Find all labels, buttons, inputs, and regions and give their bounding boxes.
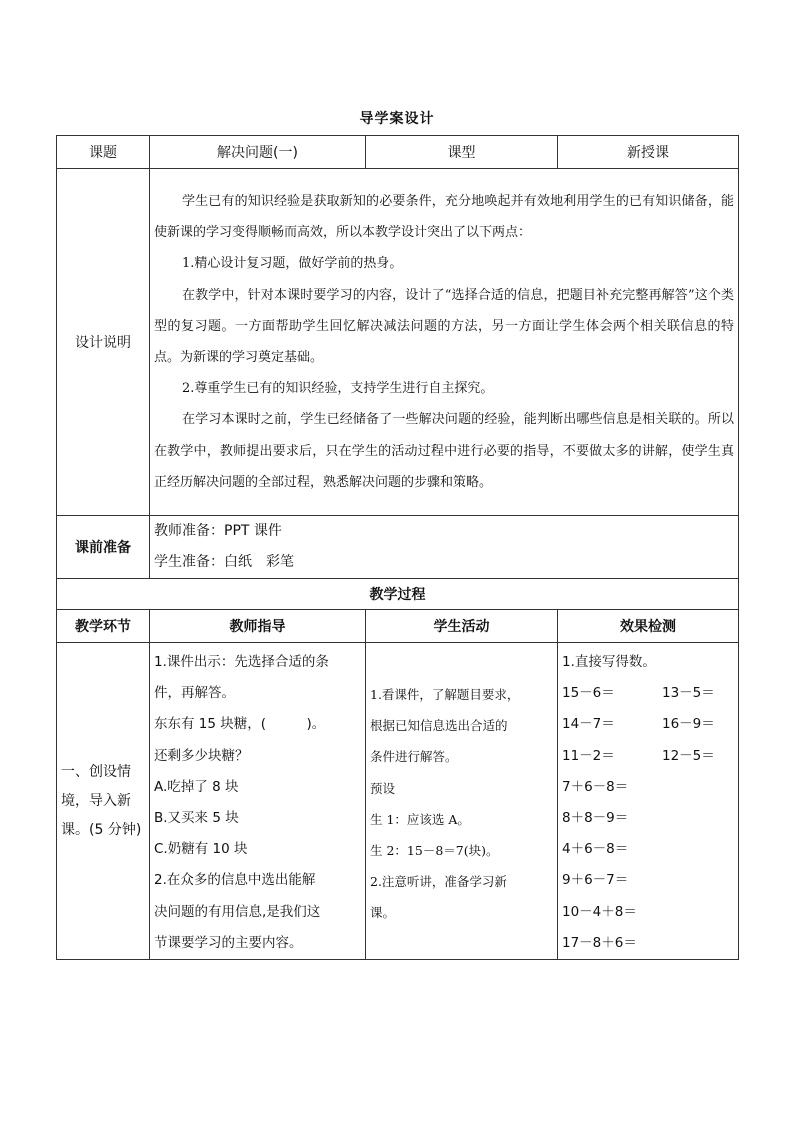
check-equation: 15－6＝ xyxy=(562,685,615,702)
check-equation: 17－8＋6＝ xyxy=(562,934,637,951)
check-equation: 4＋6－8＝ xyxy=(562,841,629,858)
teacher-line: A.吃掉了 8 块 xyxy=(154,778,239,795)
check-equation: 10－4＋8＝ xyxy=(562,903,637,920)
design-paragraph-5: 在学习本课时之前，学生已经储备了一些解决问题的经验，能判断出哪些信息是相关联的。所以在教学中，教师提出要求后，只在学生的活动过程中进行必要的指导，不要做太多的讲解，使学生真正经历解决问题的全部过程，熟悉解决问题的步骤和策略。 xyxy=(154,412,734,490)
process-title-row xyxy=(57,579,739,610)
check-pair-row xyxy=(562,678,734,709)
process-title: 教学过程 xyxy=(57,579,739,610)
col-student: 学生活动 xyxy=(366,610,558,643)
teacher-line: B.又买来 5 块 xyxy=(154,810,239,827)
design-content xyxy=(150,169,739,516)
col-stage: 教学环节 xyxy=(57,610,150,643)
teacher-line: 2.在众多的信息中选出能解 xyxy=(154,872,316,889)
stage1-row xyxy=(57,643,739,960)
design-paragraph-4: 2.尊重学生已有的知识经验，支持学生进行自主探究。 xyxy=(182,381,494,397)
prep-teacher: 教师准备：PPT 课件 xyxy=(154,523,282,539)
type-value: 新授课 xyxy=(558,136,739,169)
teacher-line: 东东有 15 块糖，( )。 xyxy=(154,716,326,733)
check-equation: 14－7＝ xyxy=(562,716,615,733)
check-equation: 16－9＝ xyxy=(662,716,715,733)
header-row xyxy=(57,136,739,169)
teacher-line: C.奶糖有 10 块 xyxy=(154,841,248,858)
label-topic: 课题 xyxy=(57,136,150,169)
student-line: 条件进行解答。 xyxy=(370,749,458,765)
design-paragraph-3: 在教学中，针对本课时要学习的内容，设计了“选择合适的信息，把题目补充完整再解答”这个类型的复习题。一方面帮助学生回忆解决减法问题的方法，另一方面让学生体会两个相关联信息的特点。为新课的学习奠定基础。 xyxy=(154,287,734,365)
prep-label: 课前准备 xyxy=(57,516,150,579)
design-paragraph-2: 1.精心设计复习题，做好学前的热身。 xyxy=(182,256,403,272)
stage1-teacher xyxy=(150,643,366,960)
document-title: 导学案设计 xyxy=(359,111,435,127)
check-equation: 9＋6－7＝ xyxy=(562,872,629,889)
teacher-line: 件，再解答。 xyxy=(154,685,235,702)
teacher-line: 节课要学习的主要内容。 xyxy=(154,934,303,951)
teacher-line: 决问题的有用信息,是我们这 xyxy=(154,903,321,920)
design-label: 设计说明 xyxy=(57,169,150,516)
prep-content xyxy=(150,516,739,579)
prep-row xyxy=(57,516,739,579)
student-line: 根据已知信息选出合适的 xyxy=(370,718,508,734)
lesson-plan-table xyxy=(56,135,739,960)
student-line: 1.看课件，了解题目要求， xyxy=(370,687,520,702)
teacher-line: 还剩多少块糖？ xyxy=(154,747,249,764)
student-line: 生 2：15－8＝7(块)。 xyxy=(370,843,499,859)
topic-value: 解决问题(一) xyxy=(150,136,366,169)
prep-student: 学生准备：白纸 彩笔 xyxy=(154,554,294,570)
check-equation: 12－5＝ xyxy=(662,747,715,764)
stage1-label: 一、创设情境，导入新课。(5 分钟) xyxy=(57,643,150,960)
col-teacher: 教师指导 xyxy=(150,610,366,643)
label-type: 课型 xyxy=(366,136,558,169)
check-equation: 7＋6－8＝ xyxy=(562,778,629,795)
check-equation: 11－2＝ xyxy=(562,747,615,764)
design-paragraph-1: 学生已有的知识经验是获取新知的必要条件，充分地唤起并有效地利用学生的已有知识储备，能使新课的学习变得顺畅而高效，所以本教学设计突出了以下两点： xyxy=(154,193,734,241)
check-title: 1.直接写得数。 xyxy=(562,654,656,670)
process-header-row xyxy=(57,610,739,643)
student-line: 课。 xyxy=(370,905,396,921)
student-line: 生 1：应该选 A。 xyxy=(370,811,470,827)
teacher-line: 1.课件出示：先选择合适的条 xyxy=(154,654,329,670)
student-line: 预设 xyxy=(370,780,396,796)
check-equation: 13－5＝ xyxy=(662,685,715,702)
student-line: 2.注意听讲，准备学习新 xyxy=(370,874,507,890)
col-check: 效果检测 xyxy=(558,610,739,643)
design-row xyxy=(57,169,739,516)
check-equation: 8＋8－9＝ xyxy=(562,810,629,827)
stage1-check xyxy=(558,643,739,960)
stage1-student xyxy=(366,643,558,960)
check-pair-row xyxy=(562,741,734,772)
check-pair-row xyxy=(562,709,734,740)
